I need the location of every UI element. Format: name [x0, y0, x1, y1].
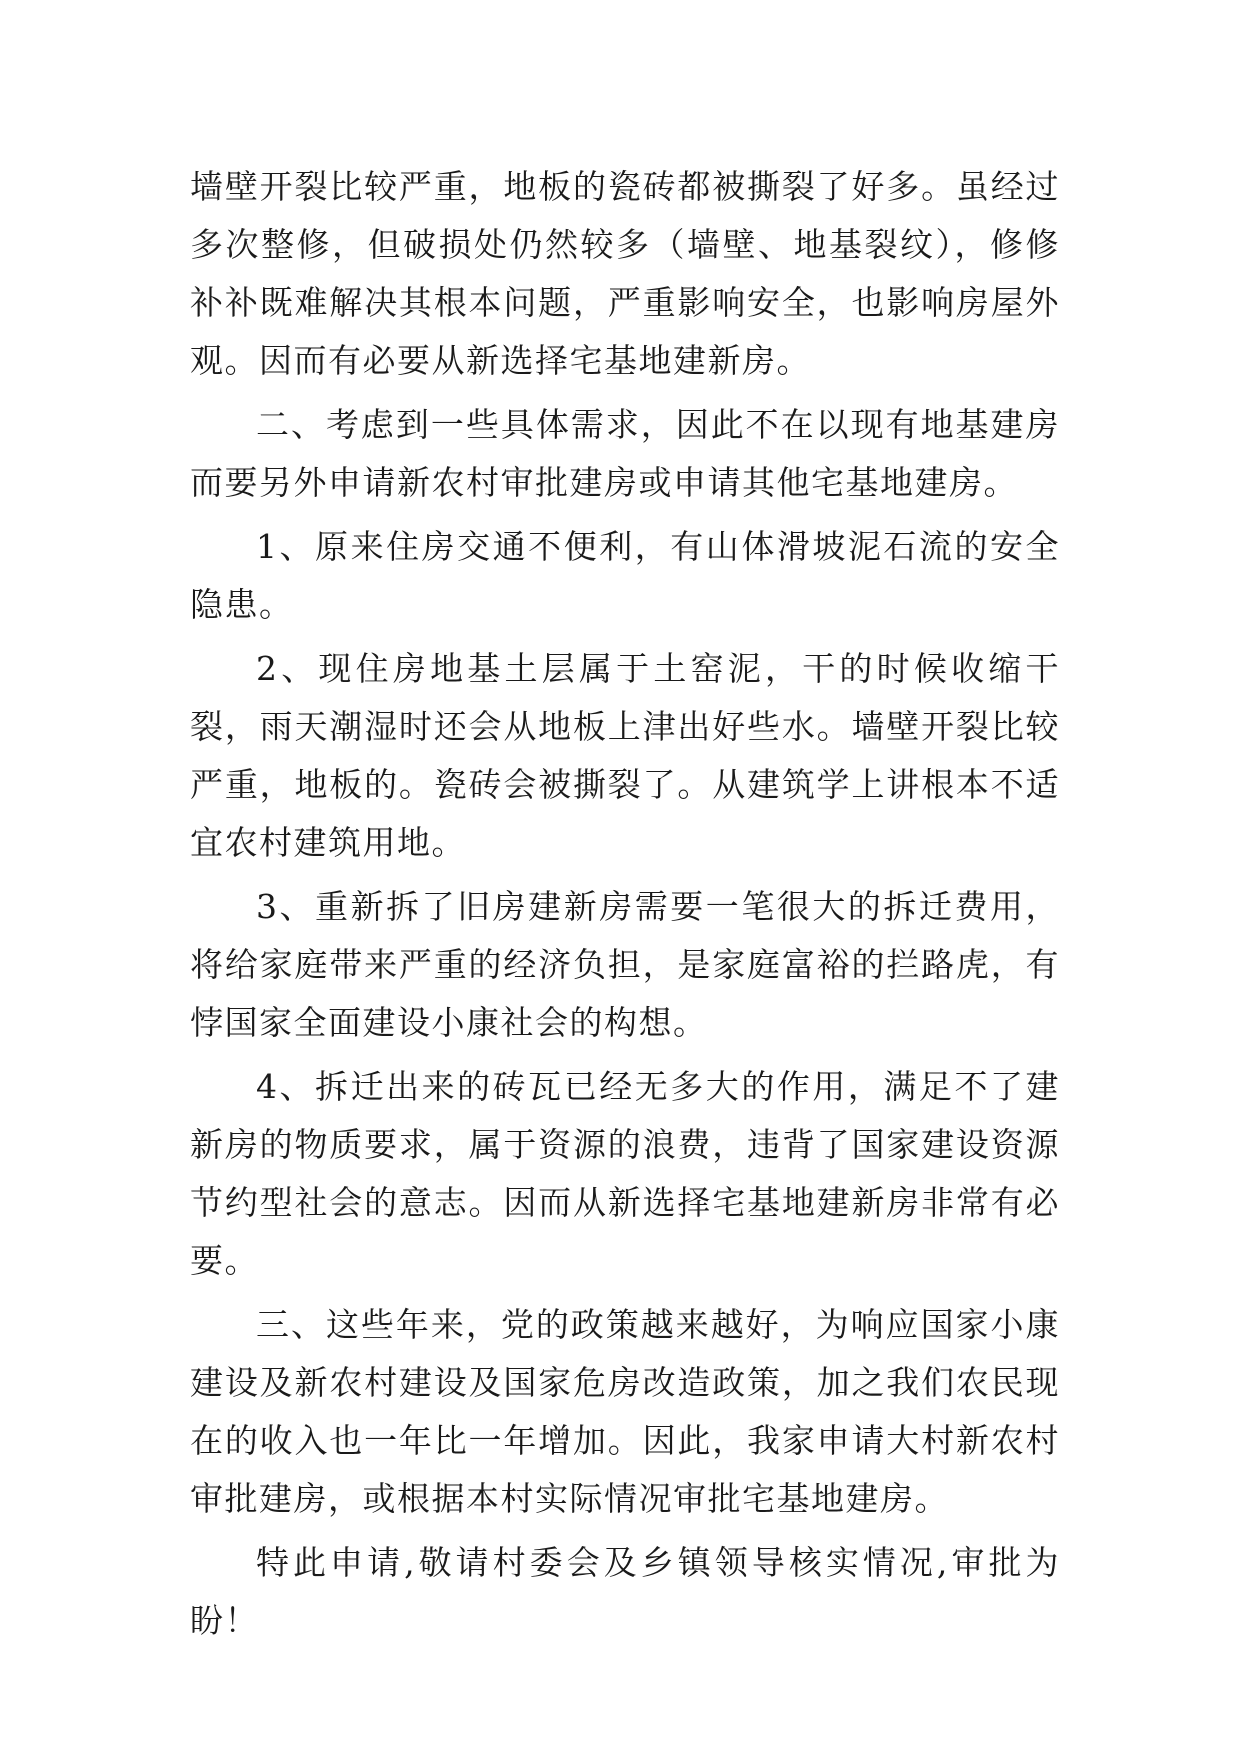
paragraph-8: 特此申请,敬请村委会及乡镇领导核实情况,审批为盼！ [190, 1543, 1060, 1640]
paragraph-3: 1、原来住房交通不便利，有山体滑坡泥石流的安全隐患。 [190, 527, 1060, 624]
paragraph-2: 二、考虑到一些具体需求，因此不在以现有地基建房而要另外申请新农村审批建房或申请其他宅基地建房。 [190, 405, 1060, 502]
document-body [190, 158, 1060, 1656]
paragraph-4: 2、现住房地基土层属于土窑泥，干的时候收缩干裂，雨天潮湿时还会从地板上津出好些水。墙壁开裂比较严重，地板的。瓷砖会被撕裂了。从建筑学上讲根本不适宜农村建筑用地。 [190, 649, 1060, 862]
paragraph-7: 三、这些年来，党的政策越来越好，为响应国家小康建设及新农村建设及国家危房改造政策，加之我们农民现在的收入也一年比一年增加。因此，我家申请大村新农村审批建房，或根据本村实际情况审批宅基地建房。 [190, 1305, 1060, 1518]
paragraph-6: 4、拆迁出来的砖瓦已经无多大的作用，满足不了建新房的物质要求，属于资源的浪费，违背了国家建设资源节约型社会的意志。因而从新选择宅基地建新房非常有必要。 [190, 1067, 1060, 1280]
paragraph-5: 3、重新拆了旧房建新房需要一笔很大的拆迁费用，将给家庭带来严重的经济负担，是家庭富裕的拦路虎，有悖国家全面建设小康社会的构想。 [190, 887, 1060, 1042]
paragraph-1: 墙壁开裂比较严重，地板的瓷砖都被撕裂了好多。虽经过多次整修，但破损处仍然较多（墙壁、地基裂纹），修修补补既难解决其根本问题，严重影响安全，也影响房屋外观。因而有必要从新选择宅基地建新房。 [190, 167, 1060, 380]
